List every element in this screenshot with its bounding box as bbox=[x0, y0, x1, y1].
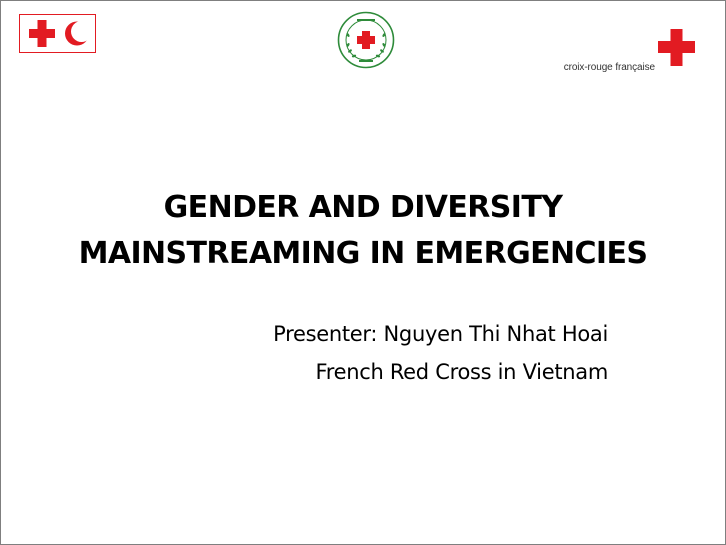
vietnam-red-cross-emblem-icon bbox=[337, 11, 395, 69]
french-red-cross-logo-text: croix-rouge française bbox=[563, 62, 655, 73]
vietnam-red-cross-emblem bbox=[337, 11, 395, 69]
slide-title-line-1: GENDER AND DIVERSITY bbox=[163, 190, 563, 225]
slide-subtitle bbox=[273, 315, 608, 391]
french-red-cross-logo bbox=[525, 29, 695, 75]
presenter-organization: French Red Cross in Vietnam bbox=[315, 360, 608, 384]
red-cross-red-crescent-icon bbox=[20, 15, 95, 52]
slide-title-line-2: MAINSTREAMING IN EMERGENCIES bbox=[78, 236, 648, 271]
presenter-name: Presenter: Nguyen Thi Nhat Hoai bbox=[273, 322, 608, 346]
slide-title bbox=[21, 185, 705, 277]
ifrc-logo bbox=[19, 14, 96, 53]
red-cross-icon bbox=[658, 29, 695, 66]
